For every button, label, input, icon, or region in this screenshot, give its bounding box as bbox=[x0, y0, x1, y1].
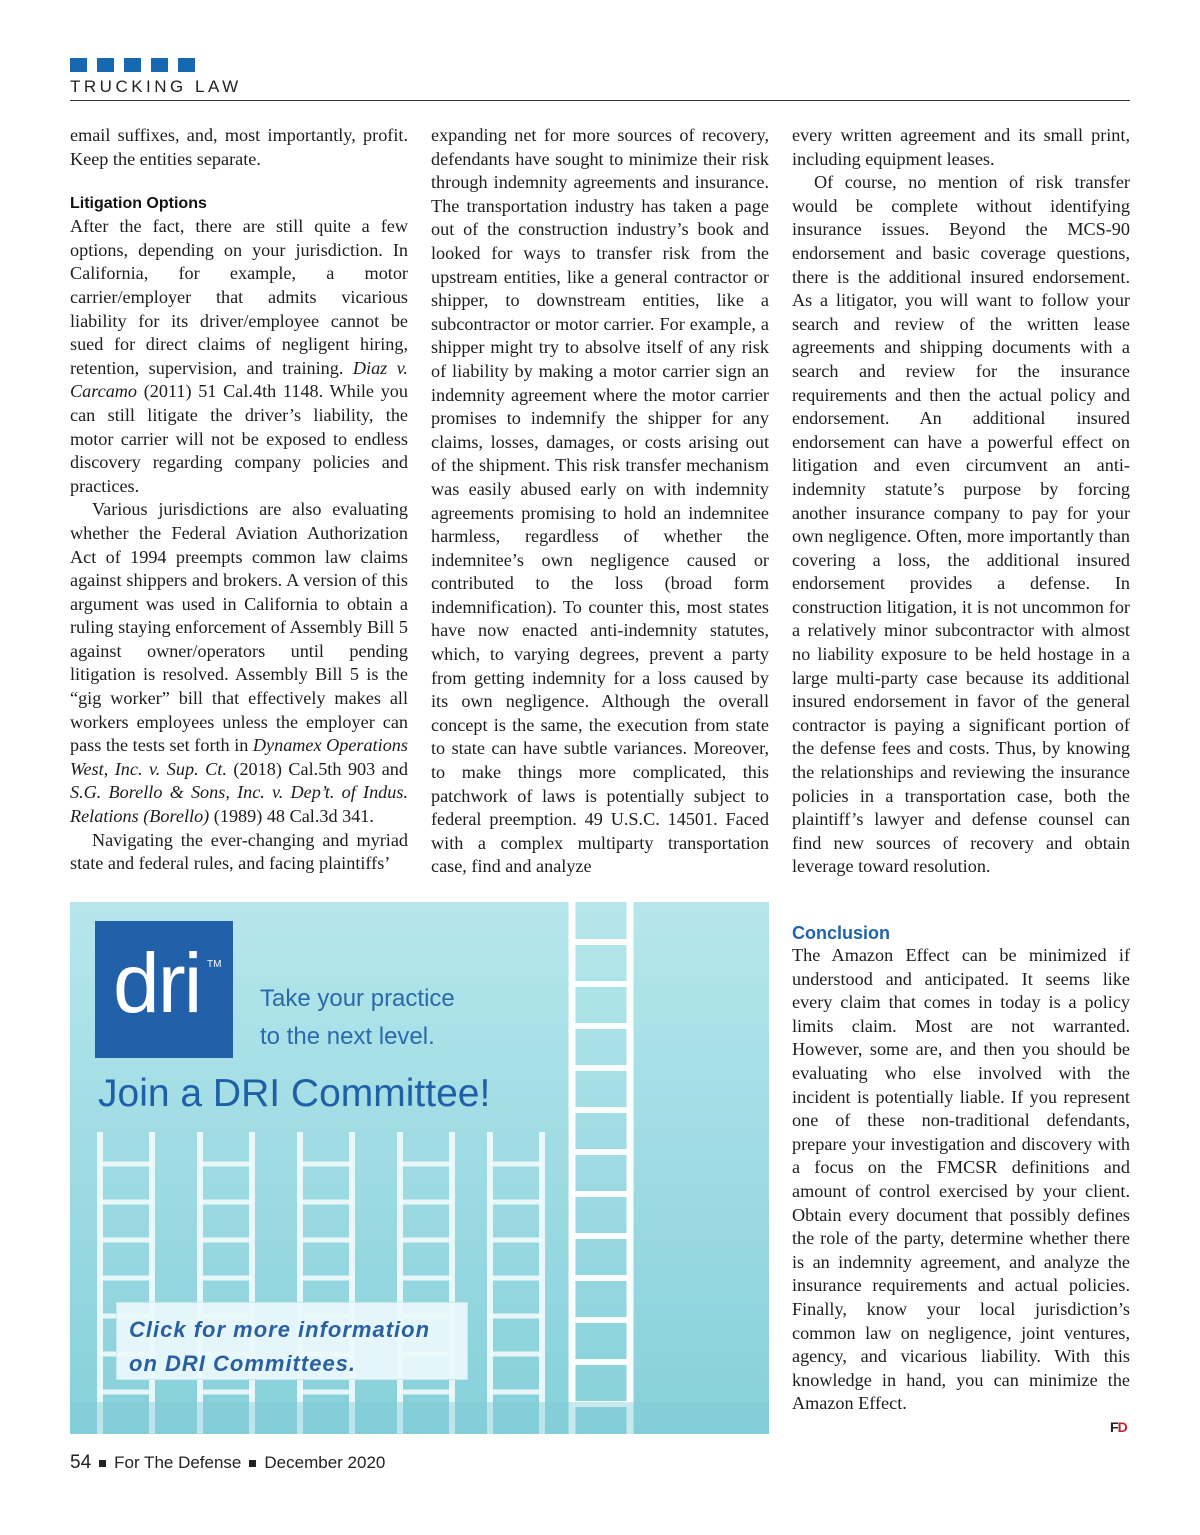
column-1 bbox=[70, 124, 408, 876]
litigation-options-heading: Litigation Options bbox=[70, 195, 207, 213]
footer-separator bbox=[249, 1460, 256, 1467]
conclusion-paragraph: The Amazon Effect can be minimized if understood and anticipated. It seems like every claim that comes in today is a policy limits claim. Most are not warranted. However, some are, and then you should be evaluating who else involved with the incident is potentially liable. If you represent one of these non-traditional defendants, prepare your investigation and discovery with a focus on the FMCSR definitions and amount of control exercised by your client. Obtain every document that possibly defines the role of the party, determine whether there is an indemnity agreement, and analyze the insurance requirements and actual policies. Finally, know your local jurisdiction’s common law on negligence, joint ventures, agency, and vicarious liability. With this knowledge in hand, you can minimize the Amazon Effect. bbox=[792, 945, 1130, 1414]
conclusion-heading: Conclusion bbox=[792, 923, 890, 943]
ad-headline: Join a DRI Committee! bbox=[98, 1072, 491, 1115]
case-citation: S.G. Borello & Sons, Inc. v. Dep’t. of Indus. Relations (Borello) bbox=[70, 782, 408, 827]
col1-paragraph-2: After the fact, there are still quite a few options, depending on your jurisdiction. In California, for example, a motor carrier/employer that admits vicarious liability for its driver/employee cannot be sued for direct claims of negligent hiring, retention, supervision, and training. Diaz v. Carcamo (2011) 51 Cal.4th 1148. While you can still litigate the driver’s liability, the motor carrier will not be exposed to endless discovery regarding company policies and practices. bbox=[70, 216, 408, 496]
column-3 bbox=[792, 124, 1130, 879]
page-number: 54 bbox=[70, 1452, 92, 1473]
page-footer bbox=[70, 1452, 385, 1474]
case-citation: Diaz v. Carcamo bbox=[70, 357, 408, 402]
ad-tagline: Take your practice to the next level. bbox=[260, 985, 455, 1050]
conclusion-section bbox=[792, 922, 1130, 1416]
dri-logo: dri TM bbox=[95, 921, 233, 1058]
dri-committees-link[interactable]: Click for more information on DRI Committees. bbox=[116, 1302, 468, 1380]
col1-paragraph-4: Navigating the ever-changing and myriad state and federal rules, and facing plaintiffs’ bbox=[70, 829, 408, 874]
col3-paragraph-1: every written agreement and its small print, including equipment leases. bbox=[792, 125, 1130, 169]
case-citation: Dynamex Operations West, Inc. v. Sup. Ct. bbox=[70, 735, 408, 779]
section-label: TRUCKING LAW bbox=[70, 77, 242, 96]
col1-paragraph-1: email suffixes, and, most importantly, profit. Keep the entities separate. bbox=[70, 125, 408, 169]
header-rule bbox=[70, 100, 1130, 101]
col1-paragraph-3: Various jurisdictions are also evaluating whether the Federal Aviation Authorization Act of 1994 preempts common law claims against shippers and brokers. A version of this argument was used in California to obtain a ruling staying enforcement of Assembly Bill 5 against owner/operators until pending litigation is resolved. Assembly Bill 5 is the “gig worker” bill that effectively makes all workers employees unless the employer can pass the tests set forth in Dynamex Operations West, Inc. v. Sup. Ct. (2018) Cal.5th 903 and S.G. Borello & Sons, Inc. v. Dep’t. of Indus. Relations (Borello) (1989) 48 Cal.3d 341. bbox=[70, 499, 408, 827]
end-of-article-mark: FD bbox=[1110, 1419, 1127, 1435]
col3-paragraph-2: Of course, no mention of risk transfer would be complete without identifying insurance issues. Beyond the MCS-90 endorsement and basic coverage questions, there is the additional insured endorsement. As a litigator, you will want to follow your search and review of the written lease agreements and shipping documents with a search and review for the insurance requirements and then the actual policy and endorsement. An additional insured endorsement can have a powerful effect on litigation and even circumvent an anti-indemnity statute’s purpose by forcing another insurance company to pay for your own negligence. Often, more importantly than covering a loss, the additional insured endorsement provides a defense. In construction litigation, it is not uncommon for a relatively minor subcontractor with almost no liability exposure to be held hostage in a large multi-party case because its additional insured endorsement in favor of the general contractor is paying a significant portion of the defense fees and costs. Thus, by knowing the relationships and reviewing the insurance policies in a transportation case, both the plaintiff’s lawyer and defense counsel can find new sources of recovery and obtain leverage toward resolution. bbox=[792, 172, 1130, 877]
issue-date: December 2020 bbox=[264, 1453, 386, 1472]
footer-separator bbox=[99, 1460, 106, 1467]
column-2 bbox=[431, 124, 769, 879]
section-squares bbox=[70, 58, 195, 72]
col2-paragraph-1: expanding net for more sources of recovery, defendants have sought to minimize their risk through indemnity agreements and insurance. The transportation industry has taken a page out of the construction industry’s book and looked for ways to transfer risk from the upstream entities, like a general contractor or shipper, to downstream entities, like a subcontractor or motor carrier. For example, a shipper might try to absolve itself of any risk of liability by making a motor carrier sign an indemnity agreement where the motor carrier promises to indemnify the shipper for any claims, losses, damages, or costs arising out of the shipment. This risk transfer mechanism was easily abused early on with indemnity agreements promising to hold an indemnitee harmless, regardless of whether the indemnitee’s own negligence caused or contributed to the loss (broad form indemnification). To counter this, most states have now enacted anti-indemnity statutes, which, to varying degrees, prevent a party from getting indemnity for a loss caused by its own negligence. Although the overall concept is the same, the execution from state to state can have subtle variances. Moreover, to make things more complicated, this patchwork of laws is potentially subject to federal preemption. 49 U.S.C. 14501. Faced with a complex multiparty transportation case, find and analyze bbox=[431, 125, 769, 877]
dri-committee-ad[interactable] bbox=[70, 902, 769, 1434]
publication-name: For The Defense bbox=[114, 1453, 242, 1472]
